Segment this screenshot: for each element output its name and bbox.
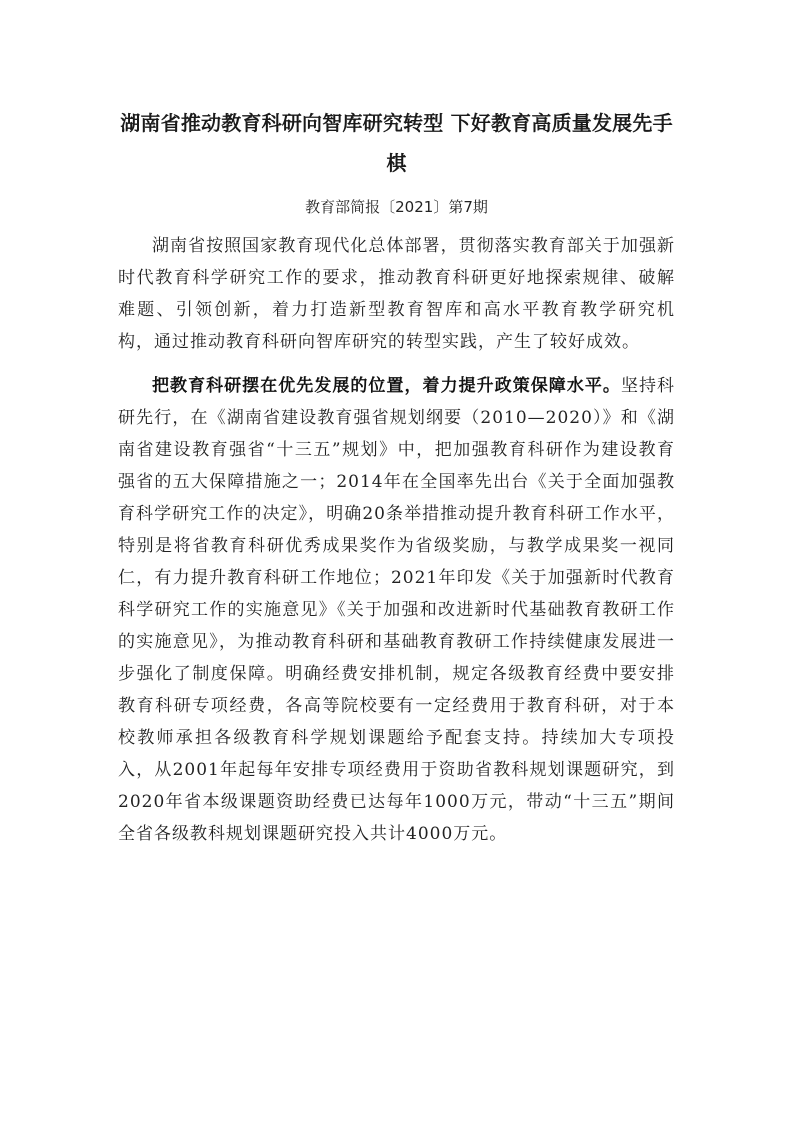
paragraph-text: 湖南省按照国家教育现代化总体部署，贯彻落实教育部关于加强新时代教育科学研究工作的要求，推动教育科研更好地探索规律、破解难题、引领创新，着力打造新型教育智库和高水平教育教学研究机构，通过推动教育科研向智库研究的转型实践，产生了较好成效。 — [118, 236, 675, 352]
policy-paragraph — [118, 370, 675, 850]
paragraph-text: 坚持科研先行，在《湖南省建设教育强省规划纲要（2010—2020）》和《湖南省建设教育强省“十三五”规划》中，把加强教育科研作为建设教育强省的五大保障措施之一；2014年在全国率先出台《关于全面加强教育科学研究工作的决定》，明确20条举措推动提升教育科研工作水平，特别是将省教育科研优秀成果奖作为省级奖励，与教学成果奖一视同仁，有力提升教育科研工作地位；2021年印发《关于加强新时代教育科学研究工作的实施意见》《关于加强和改进新时代基础教育教研工作的实施意见》，为推动教育科研和基础教育教研工作持续健康发展进一步强化了制度保障。明确经费安排机制，规定各级教育经费中要安排教育科研专项经费，各高等院校要有一定经费用于教育科研，对于本校教师承担各级教育科学规划课题给予配套支持。持续加大专项投入，从2001年起每年安排专项经费用于资助省教科规划课题研究，到2020年省本级课题资助经费已达每年1000万元，带动“十三五”期间全省各级教科规划课题研究投入共计4000万元。 — [118, 376, 676, 844]
paragraph-lead: 把教育科研摆在优先发展的位置，着力提升政策保障水平。 — [152, 376, 621, 396]
intro-paragraph — [118, 230, 675, 358]
document-source: 教育部简报〔2021〕第7期 — [305, 198, 488, 216]
document-title: 湖南省推动教育科研向智库研究转型 下好教育高质量发展先手棋 — [120, 111, 673, 175]
